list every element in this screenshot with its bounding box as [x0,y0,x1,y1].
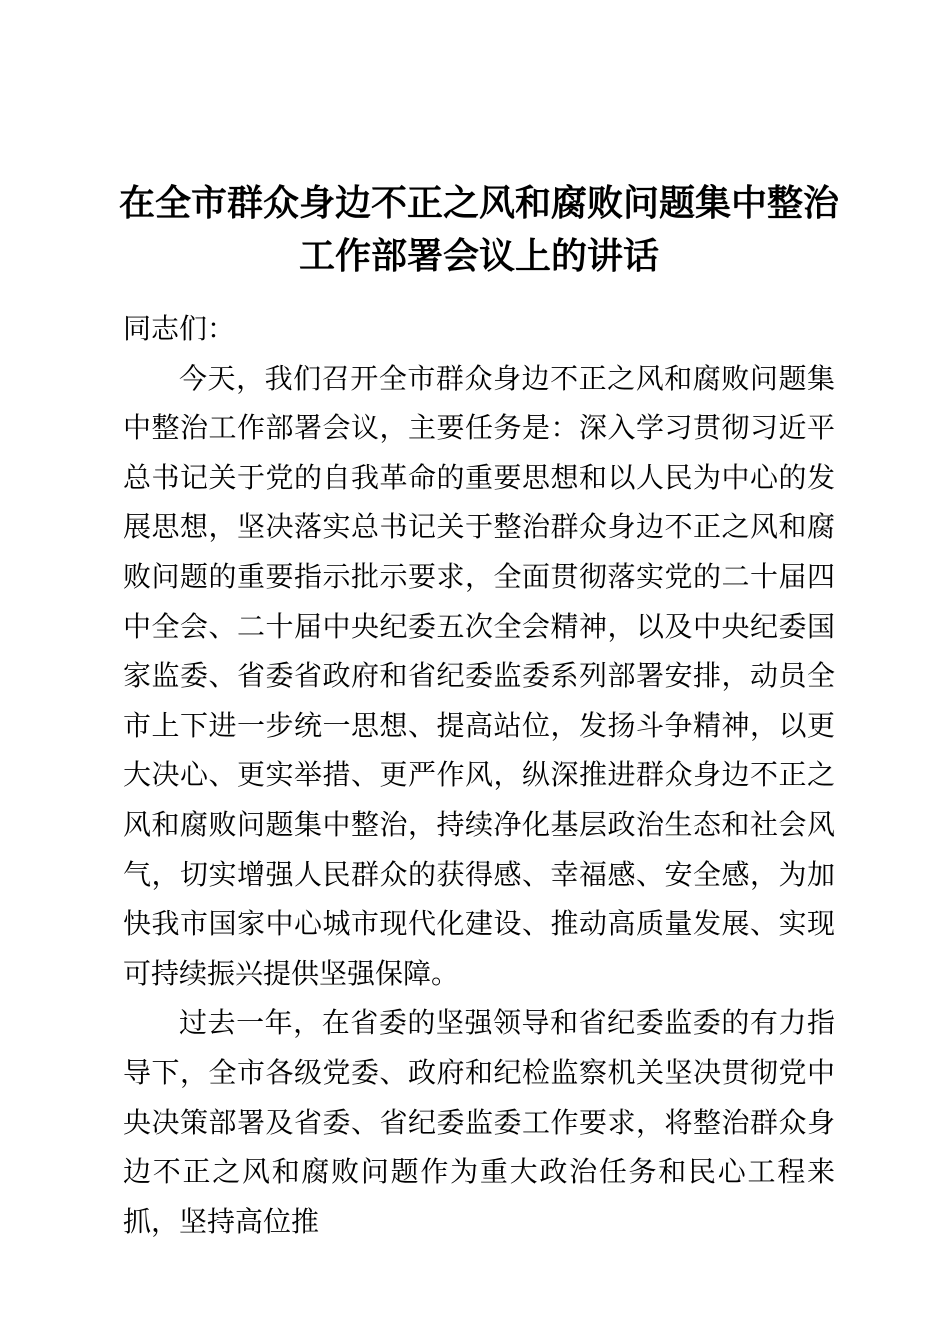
document-title: 在全市群众身边不正之风和腐败问题集中整治工作部署会议上的讲话 [118,182,839,276]
salutation-line: 同志们： [123,313,236,344]
document-body [123,304,835,1246]
body-paragraph: 今天，我们召开全市群众身边不正之风和腐败问题集中整治工作部署会议，主要任务是：深入学习贯彻习近平总书记关于党的自我革命的重要思想和以人民为中心的发展思想，坚决落实总书记关于整治群众身边不正之风和腐败问题的重要指示批示要求，全面贯彻落实党的二十届四中全会、二十届中央纪委五次全会精神，以及中央纪委国家监委、省委省政府和省纪委监委系列部署安排，动员全市上下进一步统一思想、提高站位，发扬斗争精神，以更大决心、更实举措、更严作风，纵深推进群众身边不正之风和腐败问题集中整治，持续净化基层政治生态和社会风气，切实增强人民群众的获得感、幸福感、安全感，为加快我市国家中心城市现代化建设、推动高质量发展、实现可持续振兴提供坚强保障。 [123,362,835,989]
body-paragraph: 过去一年，在省委的坚强领导和省纪委监委的有力指导下，全市各级党委、政府和纪检监察机关坚决贯彻党中央决策部署及省委、省纪委监委工作要求，将整治群众身边不正之风和腐败问题作为重大政治任务和民心工程来抓，坚持高位推 [123,1007,835,1237]
